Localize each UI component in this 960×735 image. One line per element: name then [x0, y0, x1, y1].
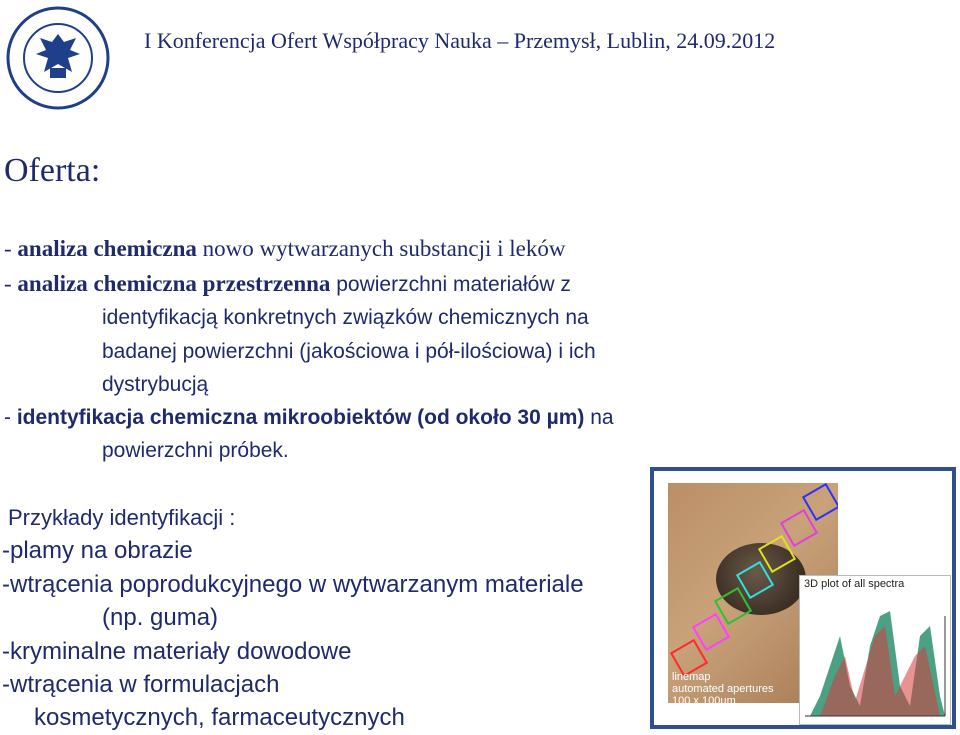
conference-title: I Konferencja Ofert Współpracy Nauka – Przemysł, Lublin, 24.09.2012 — [144, 28, 776, 53]
3d-spectra-plot — [799, 575, 951, 725]
example-item-3: (np. guma) — [102, 604, 219, 631]
example-item-4: -kryminalne materiały dowodowe — [2, 638, 352, 665]
offer-keyword: identyfikacja chemiczna mikroobiektów (od około 30 µm) — [16, 406, 585, 429]
offer-line-2 — [4, 271, 571, 297]
page-title: Oferta: — [4, 152, 101, 189]
bullet-dash: - — [4, 271, 18, 296]
figure-caption — [672, 671, 774, 707]
offer-keyword: analiza chemiczna przestrzenna — [17, 271, 331, 296]
example-item-5: -wtrącenia w formulacjach — [2, 671, 280, 698]
caption-line: linemap — [672, 671, 711, 683]
university-logo — [6, 6, 110, 110]
example-item-1: -plamy na obrazie — [2, 537, 193, 564]
offer-text: na — [584, 406, 614, 429]
offer-line-4: badanej powierzchni (jakościowa i pół-ilościowa) i ich — [102, 340, 596, 363]
caption-line: automated apertures — [672, 683, 774, 695]
offer-line-3: identyfikacją konkretnych związków chemicznych na — [102, 306, 589, 329]
microscopy-figure — [650, 467, 956, 729]
offer-text: powierzchni materiałów z — [330, 273, 571, 296]
bullet-dash: - — [4, 406, 17, 429]
offer-keyword: analiza chemiczna — [17, 236, 197, 261]
offer-line-1 — [4, 236, 565, 262]
example-item-6: kosmetycznych, farmaceutycznych — [34, 704, 405, 731]
offer-line-5: dystrybucją — [102, 373, 209, 396]
caption-line: 100 x 100µm — [672, 695, 736, 707]
plot-title: 3D plot of all spectra — [804, 578, 905, 590]
example-item-2: -wtrącenia poprodukcyjnego w wytwarzanym materiale — [2, 571, 584, 598]
offer-line-7: powierzchni próbek. — [102, 439, 289, 462]
offer-text: nowo wytwarzanych substancji i leków — [196, 236, 566, 261]
offer-line-6 — [4, 406, 614, 430]
examples-heading: Przykłady identyfikacji : — [8, 505, 236, 530]
spectra-surface — [800, 576, 950, 724]
bullet-dash: - — [4, 236, 18, 261]
